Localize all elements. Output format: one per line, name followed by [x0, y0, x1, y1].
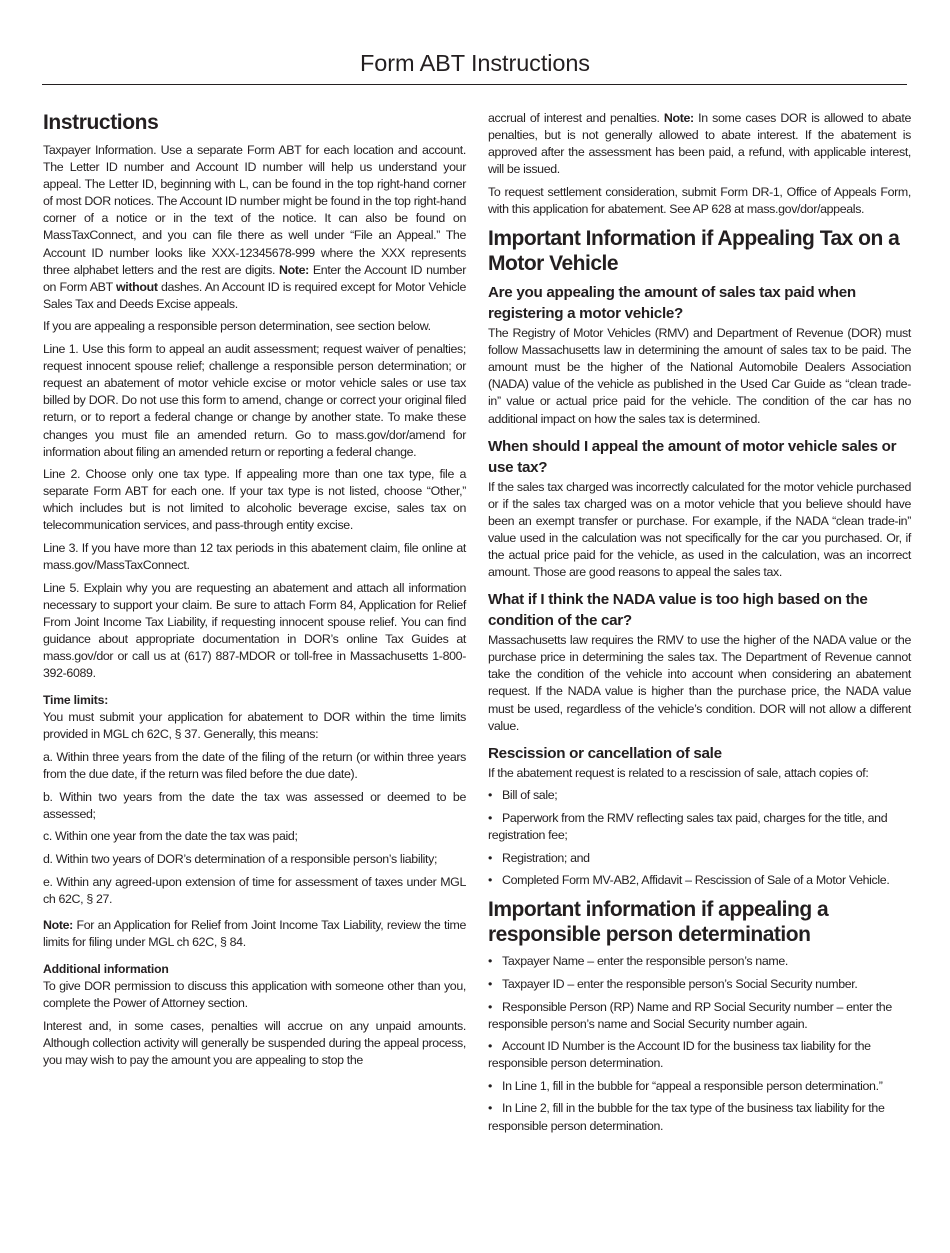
time-limits-intro: You must submit your application for abatement to DOR within the time limits provided in MGL ch 62C, § 37. Generally, this means: [43, 710, 466, 742]
line2-paragraph: Line 2. Choose only one tax type. If appealing more than one tax type, file a separate Form ABT for each one. If your tax type is not listed, choose “Other,” which includes but is not limited to alcoholic beverage excise, sales tax on telecommunication services, and pass-through entity excise. [43, 467, 466, 533]
line1-paragraph: Line 1. Use this form to appeal an audit assessment; request waiver of penalties; request innocent spouse relief; challenge a responsible person determination; or request an abatement of motor vehicle excise or motor vehicle sales or use tax billed by DOR. Do not use this form to amend, change or correct your original filed return, or to report a federal change or change by another state. To make these changes you must file an amended return. Go to mass.gov/dor/amend for information about filing an amended return or reporting a federal change. [43, 342, 466, 459]
instructions-heading: Instructions [43, 111, 159, 134]
interest-continuation: accrual of interest and penalties. Note: In some cases DOR is allowed to abate penalties, but is not generally allowed to abate interest. If the abatement is approved after the assessment has been paid, a refund, with applicable interest, will be issued. [488, 111, 911, 177]
nada-value-answer: Massachusetts law requires the RMV to use the higher of the NADA value or the purchase price in determining the sales tax. The Department of Revenue cannot take the condition of the vehicle into account when considering an abatement request. If the NADA value is higher than the purchase price, the NADA value must be used, regardless of the vehicle’s condition. DOR will not allow a different value. [488, 633, 911, 733]
line3-paragraph: Line 3. If you have more than 12 tax periods in this abatement claim, file online at mass.gov/MassTaxConnect. [43, 541, 466, 573]
list-item: • Paperwork from the RMV reflecting sales tax paid, charges for the title, and registration fee; [488, 810, 888, 843]
additional-info-heading: Additional information [43, 961, 169, 976]
responsible-person-heading: Important information if appealing a responsible person determination [488, 898, 829, 946]
page-title: Form ABT Instructions [360, 50, 590, 76]
settlement-paragraph: To request settlement consideration, submit Form DR-1, Office of Appeals Form, with this application for abatement. See AP 628 at mass.gov/dor/appeals. [488, 184, 911, 216]
time-limit-c: c. Within one year from the date the tax was paid; [43, 829, 298, 844]
time-limit-d: d. Within two years of DOR’s determination of a responsible person’s liability; [43, 851, 438, 866]
rescission-intro: If the abatement request is related to a rescission of sale, attach copies of: [488, 765, 869, 780]
list-item: • Completed Form MV-AB2, Affidavit – Rescission of Sale of a Motor Vehicle. [488, 873, 890, 888]
when-to-appeal-question: When should I appeal the amount of motor vehicle sales or use tax? [488, 437, 897, 476]
time-limit-b: b. Within two years from the date the tax was assessed or deemed to be assessed; [43, 789, 466, 821]
sales-tax-answer: The Registry of Motor Vehicles (RMV) and Department of Revenue (DOR) must follow Massachusetts law in determining the amount of sales tax to be paid. The amount must be the higher of the National Automobile Dealers Association (NADA) value of the vehicle as published in the Used Car Guide as “clean trade-in” value or actual price paid for the vehicle. The condition of the car has no additional impact on how the sales tax is determined. [488, 326, 911, 426]
taxpayer-info-paragraph: Taxpayer Information. Use a separate Form ABT for each location and account. The Letter ID number and Account ID number will help us understand your appeal. The Letter ID, beginning with L, can be found in the top right-hand corner of most DOR notices. The Account ID number might be found in the top right-hand corner of a notice or in the text of the notice. It can also be found on MassTaxConnect, and you can file there as well under “File an Appeal.” The Account ID number looks like XXX-12345678-999 where the XXX represents three alphabet letters and the rest are digits. Note: Enter the Account ID number on Form ABT without dashes. An Account ID is required except for Motor Vehicle Sales Tax and Deeds Excise appeals. [43, 143, 466, 311]
right-column [488, 110, 911, 1140]
list-item: • Taxpayer Name – enter the responsible person’s name. [488, 954, 788, 969]
additional-info-paragraph-2: Interest and, in some cases, penalties will accrue on any unpaid amounts. Although collection activity will generally be suspended during the appeal process, you may wish to pay the amount you are appealing to stop the [43, 1018, 466, 1067]
list-item: • In Line 1, fill in the bubble for “appeal a responsible person determination.” [488, 1078, 883, 1093]
additional-info-paragraph-1: To give DOR permission to discuss this application with someone other than you, complete the Power of Attorney section. [43, 978, 466, 1011]
header-rule [42, 84, 907, 85]
list-item: • Taxpayer ID – enter the responsible person’s Social Security number. [488, 976, 858, 991]
joint-relief-note: Note: For an Application for Relief from Joint Income Tax Liability, review the time limits for filing under MGL ch 62C, § 84. [43, 917, 466, 949]
list-item: • In Line 2, fill in the bubble for the tax type of the business tax liability for the responsible person determination. [488, 1101, 885, 1133]
responsible-person-list [488, 953, 911, 1134]
nada-value-question: What if I think the NADA value is too high based on the condition of the car? [488, 591, 868, 630]
list-item: • Responsible Person (RP) Name and RP Social Security number – enter the responsible person’s name and Social Security number again. [488, 999, 892, 1031]
left-column [43, 108, 466, 1074]
line5-paragraph: Line 5. Explain why you are requesting an abatement and attach all information necessary to support your claim. Be sure to attach Form 84, Application for Relief From Joint Income Tax Liability, if requesting innocent spouse relief. You can find guidance about appropriate documentation in DOR’s online Tax Guides at mass.gov/dor or call us at (617) 887-MDOR or toll-free in Massachusetts 1-800-392-6089. [43, 580, 466, 681]
list-item: • Bill of sale; [488, 788, 558, 803]
responsible-person-note: If you are appealing a responsible person determination, see section below. [43, 319, 431, 334]
list-item: • Registration; and [488, 850, 590, 865]
motor-vehicle-heading: Important Information if Appealing Tax on a Motor Vehicle [488, 227, 900, 275]
time-limits-heading: Time limits: [43, 693, 109, 708]
when-to-appeal-answer: If the sales tax charged was incorrectly calculated for the motor vehicle purchased or if the sales tax charged was on a motor vehicle that you believe should have been an exempt transfer or purchase. For example, if the NADA “clean trade-in” value used in the calculation was not specifically for the car you purchased. Or, if the actual price paid for the vehicle, as used in the calculation, was an incorrect amount. Those are good reasons to appeal the sales tax. [488, 479, 911, 580]
list-item: • Account ID Number is the Account ID for the business tax liability for the responsible person determination. [488, 1039, 871, 1071]
sales-tax-question: Are you appealing the amount of sales tax paid when registering a motor vehicle? [488, 284, 856, 323]
time-limit-a: a. Within three years from the date of the filing of the return (or within three years from the due date, if the return was filed before the due date). [43, 750, 466, 782]
time-limit-e: e. Within any agreed-upon extension of time for assessment of taxes under MGL ch 62C, § 27. [43, 874, 466, 906]
rescission-list [488, 787, 911, 889]
rescission-heading: Rescission or cancellation of sale [488, 744, 722, 762]
